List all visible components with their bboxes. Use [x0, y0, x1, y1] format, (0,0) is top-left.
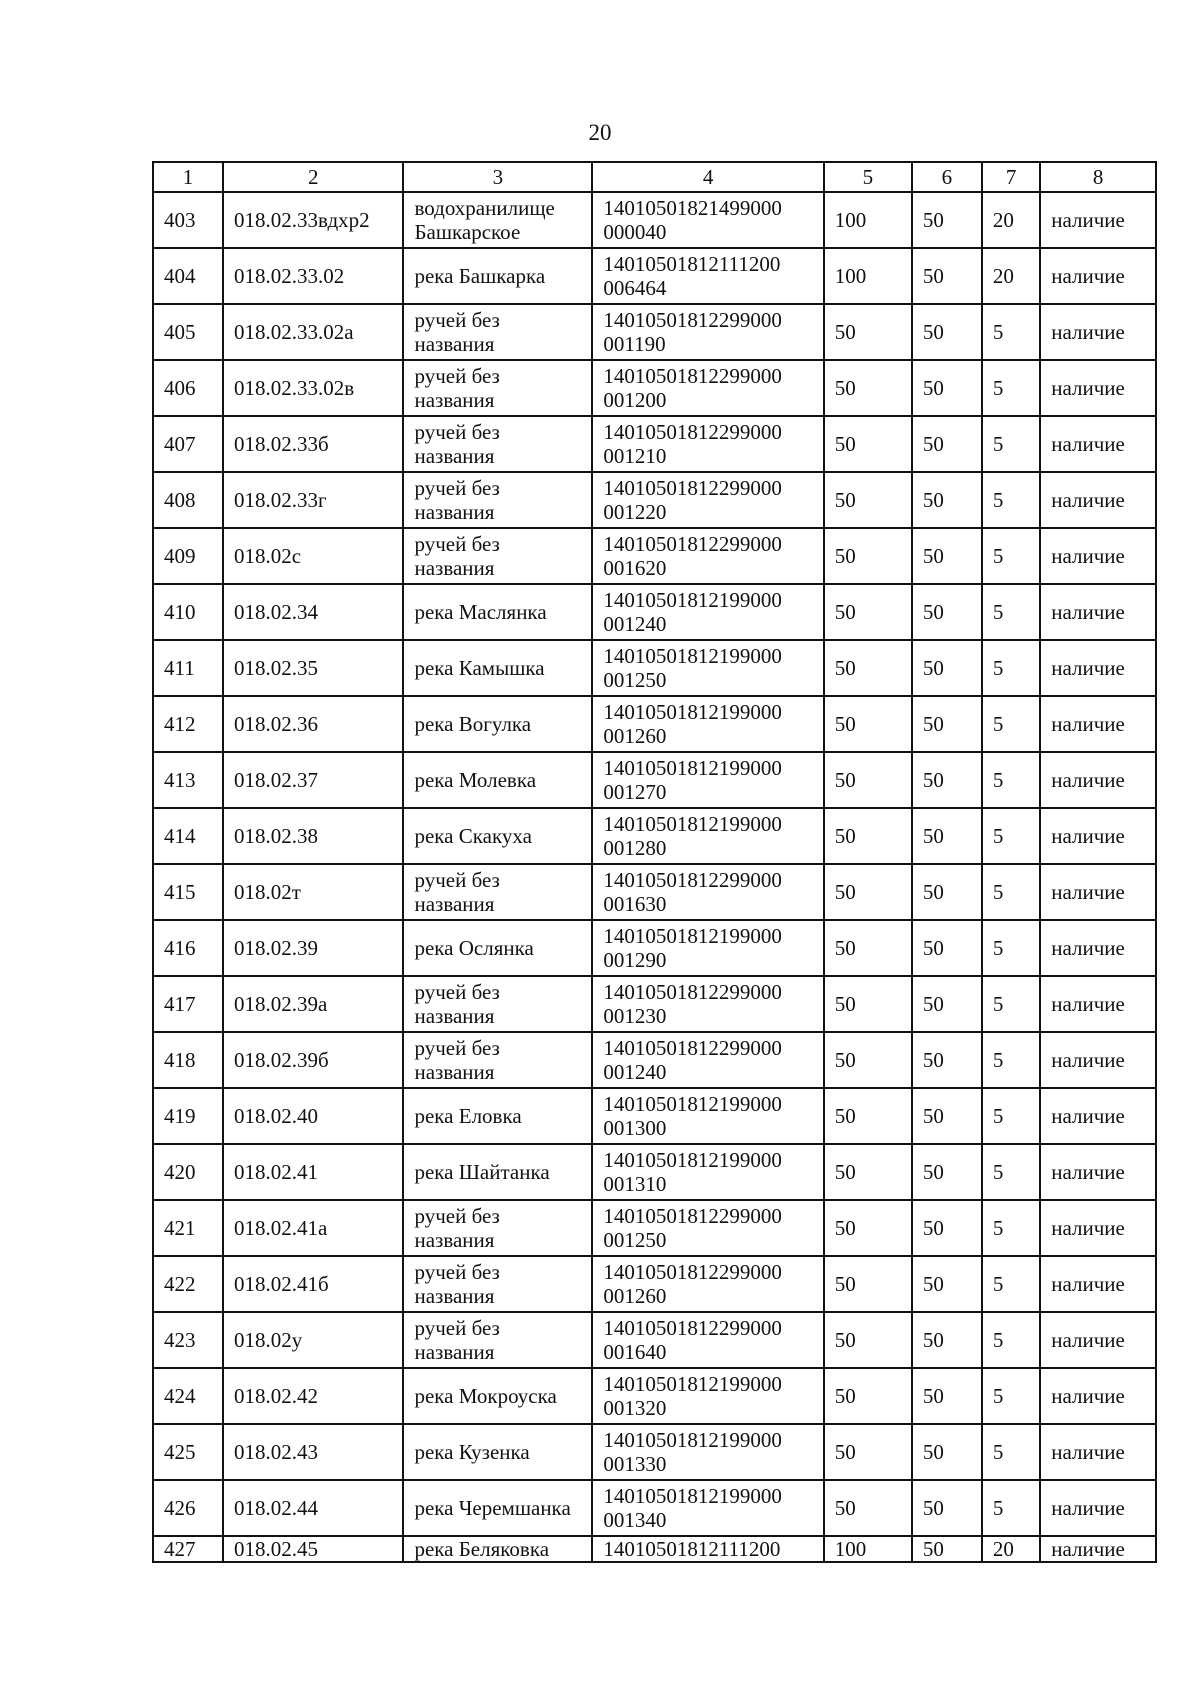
id-part-2: 001290 — [603, 948, 667, 972]
status-cell: наличие — [1040, 1200, 1156, 1256]
id-part-2: 001190 — [603, 332, 666, 356]
id-part-2: 001260 — [603, 1284, 667, 1308]
id-cell — [592, 920, 823, 976]
value-7-cell: 5 — [982, 1144, 1040, 1200]
code-cell: 018.02.40 — [223, 1088, 403, 1144]
id-part-2: 001310 — [603, 1172, 667, 1196]
status-cell: наличие — [1040, 976, 1156, 1032]
id-part-2: 000040 — [603, 220, 667, 244]
name-cell: река Мокроуска — [403, 1368, 592, 1424]
id-part-1: 14010501812299000 — [603, 532, 782, 556]
status-cell: наличие — [1040, 1032, 1156, 1088]
id-part-1: 14010501812199000 — [603, 1428, 782, 1452]
status-cell: наличие — [1040, 528, 1156, 584]
status-cell: наличие — [1040, 752, 1156, 808]
name-cell: ручей без названия — [403, 416, 592, 472]
value-6-cell: 50 — [912, 976, 982, 1032]
id-part-2: 001210 — [603, 444, 667, 468]
status-cell: наличие — [1040, 304, 1156, 360]
value-5-cell: 50 — [824, 920, 912, 976]
value-5-cell: 50 — [824, 304, 912, 360]
code-cell: 018.02.33.02а — [223, 304, 403, 360]
value-7-cell: 20 — [982, 192, 1040, 248]
row-number-cell: 422 — [153, 1256, 223, 1312]
name-cell: река Шайтанка — [403, 1144, 592, 1200]
id-part-2: 001220 — [603, 500, 667, 524]
name-cell: ручей без названия — [403, 1312, 592, 1368]
id-part-2: 001260 — [603, 724, 667, 748]
row-number-cell: 412 — [153, 696, 223, 752]
id-part-1: 14010501812199000 — [603, 700, 782, 724]
id-part-2: 001240 — [603, 1060, 667, 1084]
value-5-cell: 50 — [824, 1368, 912, 1424]
table-row — [153, 1480, 1156, 1536]
table-row — [153, 864, 1156, 920]
row-number-cell: 423 — [153, 1312, 223, 1368]
id-cell — [592, 976, 823, 1032]
name-cell: река Беляковка — [403, 1536, 592, 1562]
value-7-cell: 5 — [982, 1368, 1040, 1424]
value-6-cell: 50 — [912, 192, 982, 248]
page-number: 20 — [588, 120, 612, 145]
value-7-cell: 5 — [982, 416, 1040, 472]
status-cell: наличие — [1040, 920, 1156, 976]
id-cell — [592, 528, 823, 584]
value-7-cell: 5 — [982, 920, 1040, 976]
value-5-cell: 50 — [824, 640, 912, 696]
id-part-1: 14010501812199000 — [603, 588, 782, 612]
code-cell: 018.02.41б — [223, 1256, 403, 1312]
code-cell: 018.02.33г — [223, 472, 403, 528]
status-cell: наличие — [1040, 1088, 1156, 1144]
id-cell — [592, 304, 823, 360]
status-cell: наличие — [1040, 192, 1156, 248]
code-cell: 018.02.33вдхр2 — [223, 192, 403, 248]
status-cell: наличие — [1040, 1312, 1156, 1368]
value-5-cell: 50 — [824, 1480, 912, 1536]
id-cell — [592, 416, 823, 472]
table-row — [153, 416, 1156, 472]
value-5-cell: 100 — [824, 248, 912, 304]
column-header: 5 — [824, 162, 912, 192]
id-cell — [592, 1536, 823, 1562]
code-cell: 018.02.33.02в — [223, 360, 403, 416]
id-cell — [592, 1144, 823, 1200]
status-cell: наличие — [1040, 696, 1156, 752]
value-7-cell: 20 — [982, 1536, 1040, 1562]
code-cell: 018.02т — [223, 864, 403, 920]
value-6-cell: 50 — [912, 304, 982, 360]
row-number-cell: 409 — [153, 528, 223, 584]
id-cell — [592, 248, 823, 304]
status-cell: наличие — [1040, 808, 1156, 864]
name-cell: ручей без названия — [403, 864, 592, 920]
name-cell: река Кузенка — [403, 1424, 592, 1480]
table-row — [153, 1368, 1156, 1424]
id-cell — [592, 1424, 823, 1480]
id-part-1: 14010501812199000 — [603, 644, 782, 668]
code-cell: 018.02.35 — [223, 640, 403, 696]
value-6-cell: 50 — [912, 864, 982, 920]
row-number-cell: 417 — [153, 976, 223, 1032]
column-header: 8 — [1040, 162, 1156, 192]
table-row — [153, 192, 1156, 248]
value-5-cell: 50 — [824, 584, 912, 640]
status-cell: наличие — [1040, 1256, 1156, 1312]
column-number-row — [153, 162, 1156, 192]
id-cell — [592, 472, 823, 528]
code-cell: 018.02с — [223, 528, 403, 584]
status-cell: наличие — [1040, 640, 1156, 696]
id-part-1: 14010501812299000 — [603, 980, 782, 1004]
value-5-cell: 50 — [824, 1200, 912, 1256]
id-part-2: 001250 — [603, 668, 667, 692]
id-cell — [592, 1312, 823, 1368]
status-cell: наличие — [1040, 1480, 1156, 1536]
value-6-cell: 50 — [912, 1032, 982, 1088]
row-number-cell: 421 — [153, 1200, 223, 1256]
id-part-1: 14010501812299000 — [603, 364, 782, 388]
status-cell: наличие — [1040, 472, 1156, 528]
id-cell — [592, 1200, 823, 1256]
value-5-cell: 50 — [824, 360, 912, 416]
id-cell — [592, 584, 823, 640]
code-cell: 018.02.37 — [223, 752, 403, 808]
id-cell — [592, 808, 823, 864]
water-bodies-table — [152, 161, 1157, 1563]
value-6-cell: 50 — [912, 1480, 982, 1536]
status-cell: наличие — [1040, 1424, 1156, 1480]
value-6-cell: 50 — [912, 696, 982, 752]
value-6-cell: 50 — [912, 1424, 982, 1480]
value-5-cell: 100 — [824, 192, 912, 248]
name-cell: ручей без названия — [403, 976, 592, 1032]
row-number-cell: 424 — [153, 1368, 223, 1424]
id-part-2: 001230 — [603, 1004, 667, 1028]
id-part-1: 14010501812199000 — [603, 1092, 782, 1116]
id-part-2: 001270 — [603, 780, 667, 804]
table-row — [153, 696, 1156, 752]
id-part-2: 001240 — [603, 612, 667, 636]
id-cell — [592, 360, 823, 416]
row-number-cell: 419 — [153, 1088, 223, 1144]
table-row — [153, 920, 1156, 976]
row-number-cell: 405 — [153, 304, 223, 360]
name-cell: река Камышка — [403, 640, 592, 696]
code-cell: 018.02.33б — [223, 416, 403, 472]
id-part-1: 14010501812199000 — [603, 1372, 782, 1396]
code-cell: 018.02.42 — [223, 1368, 403, 1424]
value-7-cell: 5 — [982, 1200, 1040, 1256]
value-7-cell: 5 — [982, 1480, 1040, 1536]
value-6-cell: 50 — [912, 1088, 982, 1144]
id-cell — [592, 864, 823, 920]
row-number-cell: 425 — [153, 1424, 223, 1480]
code-cell: 018.02.44 — [223, 1480, 403, 1536]
code-cell: 018.02.33.02 — [223, 248, 403, 304]
row-number-cell: 427 — [153, 1536, 223, 1562]
name-cell: ручей без названия — [403, 1256, 592, 1312]
table-body — [153, 192, 1156, 1562]
id-part-2: 001280 — [603, 836, 667, 860]
value-7-cell: 5 — [982, 1032, 1040, 1088]
status-cell: наличие — [1040, 248, 1156, 304]
id-cell — [592, 1480, 823, 1536]
value-7-cell: 5 — [982, 864, 1040, 920]
value-6-cell: 50 — [912, 640, 982, 696]
value-5-cell: 50 — [824, 1256, 912, 1312]
id-part-2: 001640 — [603, 1340, 667, 1364]
table-row — [153, 1200, 1156, 1256]
value-6-cell: 50 — [912, 1256, 982, 1312]
row-number-cell: 414 — [153, 808, 223, 864]
code-cell: 018.02.39а — [223, 976, 403, 1032]
name-cell: ручей без названия — [403, 528, 592, 584]
column-header: 4 — [592, 162, 823, 192]
value-5-cell: 50 — [824, 528, 912, 584]
row-number-cell: 413 — [153, 752, 223, 808]
value-5-cell: 50 — [824, 1032, 912, 1088]
id-part-2: 001250 — [603, 1228, 667, 1252]
value-7-cell: 5 — [982, 1256, 1040, 1312]
value-6-cell: 50 — [912, 1368, 982, 1424]
value-7-cell: 5 — [982, 304, 1040, 360]
id-cell — [592, 1032, 823, 1088]
value-5-cell: 50 — [824, 752, 912, 808]
table-row — [153, 528, 1156, 584]
code-cell: 018.02.41а — [223, 1200, 403, 1256]
name-cell: ручей без названия — [403, 1032, 592, 1088]
value-7-cell: 5 — [982, 640, 1040, 696]
status-cell: наличие — [1040, 360, 1156, 416]
value-7-cell: 20 — [982, 248, 1040, 304]
value-6-cell: 50 — [912, 416, 982, 472]
status-cell: наличие — [1040, 1144, 1156, 1200]
code-cell: 018.02.39 — [223, 920, 403, 976]
value-6-cell: 50 — [912, 528, 982, 584]
id-part-1: 14010501812299000 — [603, 1204, 782, 1228]
code-cell: 018.02.39б — [223, 1032, 403, 1088]
id-part-1: 14010501812299000 — [603, 868, 782, 892]
status-cell: наличие — [1040, 584, 1156, 640]
row-number-cell: 411 — [153, 640, 223, 696]
value-5-cell: 50 — [824, 976, 912, 1032]
name-cell: река Вогулка — [403, 696, 592, 752]
value-6-cell: 50 — [912, 248, 982, 304]
name-cell: ручей без названия — [403, 472, 592, 528]
id-part-2: 001620 — [603, 556, 667, 580]
id-part-1: 14010501812199000 — [603, 756, 782, 780]
value-7-cell: 5 — [982, 528, 1040, 584]
table-row — [153, 1144, 1156, 1200]
name-cell: ручей без названия — [403, 360, 592, 416]
id-part-1: 14010501812199000 — [603, 1484, 782, 1508]
row-number-cell: 403 — [153, 192, 223, 248]
id-part-1: 14010501812199000 — [603, 812, 782, 836]
code-cell: 018.02.41 — [223, 1144, 403, 1200]
row-number-cell: 420 — [153, 1144, 223, 1200]
id-cell — [592, 1368, 823, 1424]
name-cell: река Башкарка — [403, 248, 592, 304]
name-cell: река Ослянка — [403, 920, 592, 976]
value-5-cell: 50 — [824, 1088, 912, 1144]
value-6-cell: 50 — [912, 808, 982, 864]
value-7-cell: 5 — [982, 752, 1040, 808]
code-cell: 018.02.36 — [223, 696, 403, 752]
status-cell: наличие — [1040, 864, 1156, 920]
column-header: 1 — [153, 162, 223, 192]
name-cell: река Черемшанка — [403, 1480, 592, 1536]
id-part-2: 001300 — [603, 1116, 667, 1140]
id-cell — [592, 696, 823, 752]
name-cell: ручей без названия — [403, 1200, 592, 1256]
id-part-2: 001320 — [603, 1396, 667, 1420]
value-6-cell: 50 — [912, 1200, 982, 1256]
value-7-cell: 5 — [982, 1312, 1040, 1368]
table-row — [153, 1088, 1156, 1144]
column-header: 2 — [223, 162, 403, 192]
value-5-cell: 100 — [824, 1536, 912, 1562]
value-5-cell: 50 — [824, 1312, 912, 1368]
table-row — [153, 752, 1156, 808]
value-7-cell: 5 — [982, 696, 1040, 752]
row-number-cell: 404 — [153, 248, 223, 304]
value-6-cell: 50 — [912, 584, 982, 640]
column-header: 3 — [403, 162, 592, 192]
value-6-cell: 50 — [912, 1536, 982, 1562]
value-7-cell: 5 — [982, 976, 1040, 1032]
table-row — [153, 1256, 1156, 1312]
row-number-cell: 415 — [153, 864, 223, 920]
table-row — [153, 472, 1156, 528]
table-row — [153, 640, 1156, 696]
value-6-cell: 50 — [912, 472, 982, 528]
table-row — [153, 584, 1156, 640]
value-7-cell: 5 — [982, 360, 1040, 416]
id-part-1: 14010501812299000 — [603, 420, 782, 444]
id-part-1: 14010501821499000 — [603, 196, 782, 220]
row-number-cell: 408 — [153, 472, 223, 528]
id-part-2: 001340 — [603, 1508, 667, 1532]
value-6-cell: 50 — [912, 360, 982, 416]
table-row — [153, 1424, 1156, 1480]
name-cell: река Еловка — [403, 1088, 592, 1144]
value-7-cell: 5 — [982, 1424, 1040, 1480]
id-part-1: 14010501812299000 — [603, 1316, 782, 1340]
name-cell: река Скакуха — [403, 808, 592, 864]
code-cell: 018.02.45 — [223, 1536, 403, 1562]
row-number-cell: 407 — [153, 416, 223, 472]
table-row — [153, 1312, 1156, 1368]
table-row — [153, 976, 1156, 1032]
value-5-cell: 50 — [824, 472, 912, 528]
value-5-cell: 50 — [824, 1144, 912, 1200]
id-part-1: 14010501812299000 — [603, 1260, 782, 1284]
value-5-cell: 50 — [824, 808, 912, 864]
id-part-2: 001330 — [603, 1452, 667, 1476]
id-part-1: 14010501812299000 — [603, 308, 782, 332]
name-cell: река Маслянка — [403, 584, 592, 640]
id-part-1: 14010501812199000 — [603, 1148, 782, 1172]
row-number-cell: 410 — [153, 584, 223, 640]
id-cell — [592, 1256, 823, 1312]
value-7-cell: 5 — [982, 584, 1040, 640]
id-part-1: 14010501812111200 — [603, 252, 781, 276]
status-cell: наличие — [1040, 416, 1156, 472]
value-6-cell: 50 — [912, 1144, 982, 1200]
value-5-cell: 50 — [824, 1424, 912, 1480]
id-part-2: 001630 — [603, 892, 667, 916]
value-6-cell: 50 — [912, 752, 982, 808]
code-cell: 018.02.38 — [223, 808, 403, 864]
value-6-cell: 50 — [912, 1312, 982, 1368]
code-cell: 018.02.43 — [223, 1424, 403, 1480]
value-7-cell: 5 — [982, 472, 1040, 528]
name-cell: река Молевка — [403, 752, 592, 808]
row-number-cell: 426 — [153, 1480, 223, 1536]
id-part-2: 006464 — [603, 276, 667, 300]
value-7-cell: 5 — [982, 808, 1040, 864]
table-row — [153, 304, 1156, 360]
row-number-cell: 418 — [153, 1032, 223, 1088]
value-5-cell: 50 — [824, 416, 912, 472]
table-row — [153, 360, 1156, 416]
id-cell — [592, 640, 823, 696]
id-cell — [592, 752, 823, 808]
table-row — [153, 248, 1156, 304]
code-cell: 018.02у — [223, 1312, 403, 1368]
id-part-1: 14010501812199000 — [603, 924, 782, 948]
status-cell: наличие — [1040, 1368, 1156, 1424]
row-number-cell: 416 — [153, 920, 223, 976]
table-row — [153, 808, 1156, 864]
value-6-cell: 50 — [912, 920, 982, 976]
row-number-cell: 406 — [153, 360, 223, 416]
id-part-1: 14010501812299000 — [603, 1036, 782, 1060]
status-cell: наличие — [1040, 1536, 1156, 1562]
column-header: 7 — [982, 162, 1040, 192]
value-7-cell: 5 — [982, 1088, 1040, 1144]
id-part-1: 14010501812299000 — [603, 476, 782, 500]
column-header: 6 — [912, 162, 982, 192]
id-cell — [592, 1088, 823, 1144]
table-row — [153, 1032, 1156, 1088]
id-cell — [592, 192, 823, 248]
table-row — [153, 1536, 1156, 1562]
name-cell: ручей без названия — [403, 304, 592, 360]
value-5-cell: 50 — [824, 696, 912, 752]
id-part-1: 14010501812111200 — [603, 1537, 781, 1561]
name-cell: водохранилище Башкарское — [403, 192, 592, 248]
value-5-cell: 50 — [824, 864, 912, 920]
id-part-2: 001200 — [603, 388, 667, 412]
code-cell: 018.02.34 — [223, 584, 403, 640]
